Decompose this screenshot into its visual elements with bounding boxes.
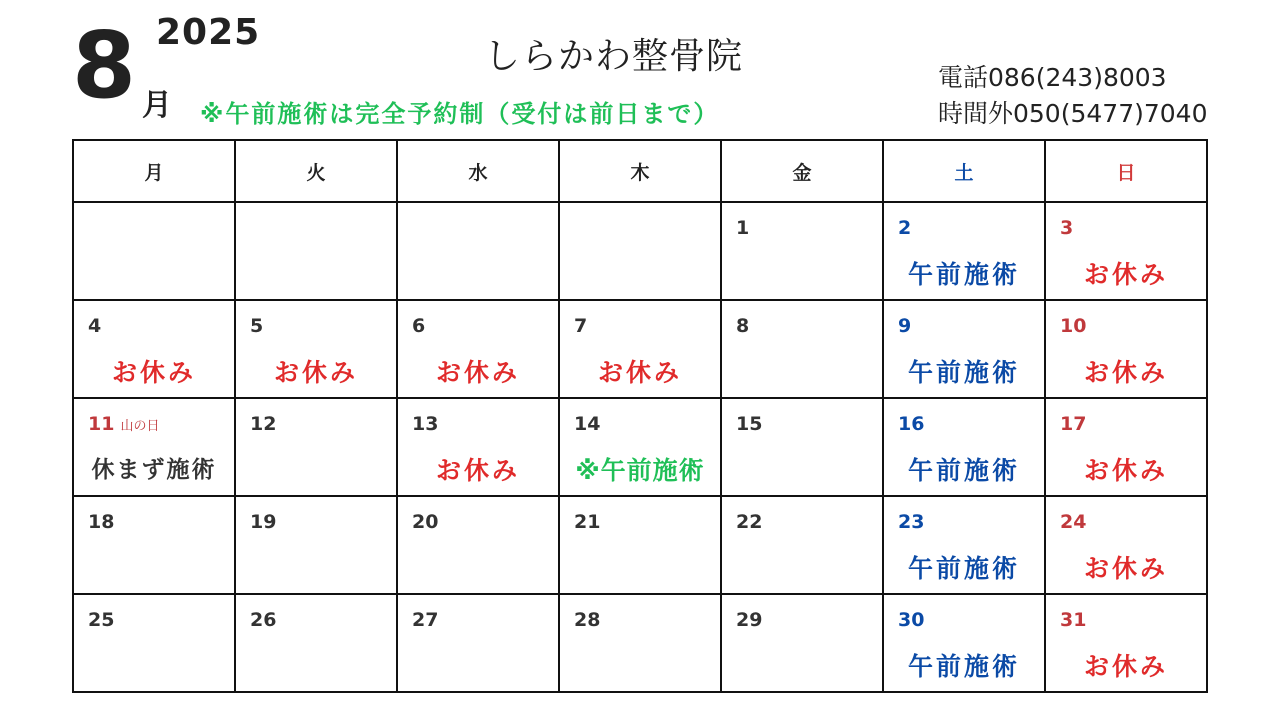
closed-note: お休み [435,456,520,485]
day-number: 29 [736,609,763,631]
day-number: 3 [1060,217,1074,239]
day-cell [721,202,883,300]
morning-treatment-note: 午前施術 [907,358,1020,387]
day-cell [397,398,559,496]
day-cell-empty [235,202,397,300]
week-row [73,398,1207,496]
day-number: 8 [736,315,750,337]
day-number: 30 [898,609,925,631]
day-cell [559,398,721,496]
day-cell [883,496,1045,594]
holiday-name: 山の日 [120,419,160,434]
day-cell [721,398,883,496]
day-cell [883,202,1045,300]
day-cell [559,594,721,692]
day-number: 21 [574,511,601,533]
day-cell [883,300,1045,398]
day-cell-empty [73,202,235,300]
day-number: 17 [1060,413,1087,435]
morning-treatment-note: 午前施術 [907,652,1020,681]
day-number: 10 [1060,315,1087,337]
day-cell-empty [397,202,559,300]
week-row [73,496,1207,594]
closed-note: お休み [273,358,358,387]
day-cell [73,300,235,398]
day-cell [73,496,235,594]
day-cell [397,300,559,398]
day-number: 27 [412,609,439,631]
closed-note: お休み [1083,260,1168,289]
month-label: 月 [142,88,172,123]
day-cell [235,300,397,398]
day-number: 14 [574,413,601,435]
day-cell [397,496,559,594]
month-number: 8 [72,12,137,119]
day-number: 7 [574,315,588,337]
week-row [73,594,1207,692]
weekday-thu: 木 [559,140,721,202]
day-cell-empty [559,202,721,300]
day-number: 5 [250,315,264,337]
closed-note: お休み [597,358,682,387]
day-cell [397,594,559,692]
open-holiday-note: 休まず施術 [91,457,217,483]
day-cell [883,398,1045,496]
weekday-wed: 水 [397,140,559,202]
day-cell [235,594,397,692]
closed-note: お休み [1083,456,1168,485]
week-row [73,202,1207,300]
day-number: 24 [1060,511,1087,533]
day-cell [1045,300,1207,398]
closed-note: お休み [111,358,196,387]
closed-note: お休み [1083,358,1168,387]
day-number: 13 [412,413,439,435]
day-number: 28 [574,609,601,631]
day-number: 18 [88,511,115,533]
day-number: 23 [898,511,925,533]
day-number: 6 [412,315,426,337]
day-number: 19 [250,511,277,533]
day-number-value: 11 [88,413,115,435]
day-number: 16 [898,413,925,435]
day-cell [1045,202,1207,300]
clinic-name: しらかわ整骨院 [484,36,744,77]
day-cell [1045,594,1207,692]
day-number: 9 [898,315,912,337]
closed-note: お休み [1083,652,1168,681]
weekday-sat: 土 [883,140,1045,202]
day-cell [883,594,1045,692]
morning-treatment-note: 午前施術 [907,554,1020,583]
contact-info [938,60,1207,132]
day-cell [235,496,397,594]
morning-treatment-note: 午前施術 [907,260,1020,289]
week-row [73,300,1207,398]
day-number: 26 [250,609,277,631]
day-number [88,413,159,435]
phone-number: 電話086(243)8003 [938,63,1167,92]
weekday-header-row [73,140,1207,202]
weekday-sun: 日 [1045,140,1207,202]
closed-note: お休み [435,358,520,387]
weekday-mon: 月 [73,140,235,202]
day-cell [1045,496,1207,594]
day-cell [721,496,883,594]
weekday-fri: 金 [721,140,883,202]
day-number: 31 [1060,609,1087,631]
closed-note: お休み [1083,554,1168,583]
after-hours-number: 時間外050(5477)7040 [938,99,1208,128]
day-number: 4 [88,315,102,337]
day-number: 15 [736,413,763,435]
day-number: 12 [250,413,277,435]
morning-treatment-note: 午前施術 [907,456,1020,485]
day-cell [721,594,883,692]
day-number: 25 [88,609,115,631]
calendar-grid [72,139,1208,693]
day-number: 2 [898,217,912,239]
day-cell [559,496,721,594]
day-cell [559,300,721,398]
day-cell [721,300,883,398]
day-cell [73,398,235,496]
day-number: 20 [412,511,439,533]
reservation-notice: ※午前施術は完全予約制（受付は前日まで） [200,100,720,128]
day-cell [73,594,235,692]
day-cell [235,398,397,496]
year-label: 2025 [156,12,261,53]
day-number: 22 [736,511,763,533]
day-number: 1 [736,217,750,239]
weekday-tue: 火 [235,140,397,202]
day-cell [1045,398,1207,496]
morning-treatment-note: ※午前施術 [575,456,705,485]
